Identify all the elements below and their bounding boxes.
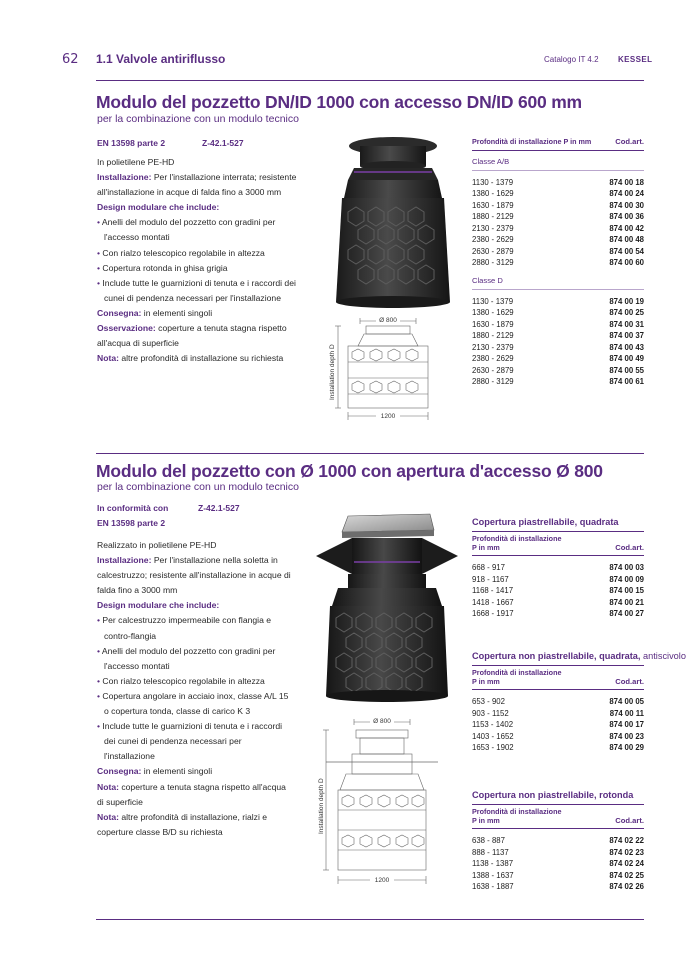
table-row xyxy=(472,742,644,754)
product2-material: Realizzato in polietilene PE-HD xyxy=(97,540,217,550)
article-code: 874 00 25 xyxy=(609,308,644,317)
table-class-label: Classe A/B xyxy=(472,151,644,171)
depth-range: 2380 - 2629 xyxy=(472,354,514,363)
table-row xyxy=(472,246,644,258)
table-row xyxy=(472,188,644,200)
list-item: • Include tutte le guarnizioni di tenuta e i raccordi dei cunei di pendenza necessari per l'installazione xyxy=(97,276,297,306)
depth-range: 918 - 1167 xyxy=(472,574,509,584)
brand-label: KESSEL xyxy=(618,55,653,64)
table-header-code: Cod.art. xyxy=(615,676,644,686)
table-group-rows xyxy=(472,171,644,269)
product1-note-text: altre profondità di installazione su richiesta xyxy=(118,353,284,364)
depth-range: 1418 - 1667 xyxy=(472,597,514,607)
depth-range: 2630 - 2879 xyxy=(472,365,514,375)
product2-conformity: In conformità con xyxy=(97,503,169,513)
product2-delivery-text: in elementi singoli xyxy=(141,766,213,777)
product2-note1-text: coperture a tenuta stagna rispetto all'acqua di superficie xyxy=(97,781,286,807)
table-group-rows xyxy=(472,290,644,388)
product2-description xyxy=(97,538,292,840)
product1-delivery-label: Consegna: xyxy=(97,307,142,318)
depth-range: 888 - 1137 xyxy=(472,847,509,857)
list-item: • Copertura rotonda in ghisa grigia xyxy=(97,261,297,276)
section-title: 1.1 Valvole antiriflusso xyxy=(96,52,226,66)
product2-design-label: Design modulare che include: xyxy=(97,600,220,611)
article-code: 874 00 11 xyxy=(609,708,644,718)
table-heading-text: Copertura non piastrellabile, rotonda xyxy=(472,790,634,800)
article-code: 874 00 42 xyxy=(609,223,644,233)
list-item: • Per calcestruzzo impermeabile con flangia e contro-flangia xyxy=(97,613,292,643)
article-code: 874 02 24 xyxy=(609,859,644,868)
depth-range: 1880 - 2129 xyxy=(472,331,514,340)
table-row xyxy=(472,597,644,609)
table-row xyxy=(472,562,644,574)
product2-note2-label: Nota: xyxy=(97,811,119,822)
table-header-code: Cod.art. xyxy=(615,542,644,552)
table-header-code: Cod.art. xyxy=(615,815,644,825)
product1-standard-z: Z-42.1-527 xyxy=(202,138,244,148)
table-row xyxy=(472,342,644,354)
depth-range: 1168 - 1417 xyxy=(472,586,514,595)
product1-description xyxy=(97,155,297,366)
article-code: 874 00 30 xyxy=(609,200,644,210)
product1-install-label: Installazione: xyxy=(97,172,152,183)
table-row xyxy=(472,847,644,859)
depth-range: 1380 - 1629 xyxy=(472,308,514,317)
table-row xyxy=(472,200,644,212)
product2-technical-drawing xyxy=(316,714,446,894)
depth-range: 1653 - 1902 xyxy=(472,743,514,752)
product1-install-text: Per l'installazione interrata; resistente all'installazione in acque di falda fino a 3000 mm xyxy=(97,172,297,198)
article-code: 874 00 18 xyxy=(609,177,644,187)
divider xyxy=(96,453,644,454)
article-code: 874 00 19 xyxy=(609,296,644,306)
article-code: 874 00 37 xyxy=(609,331,644,340)
product1-shaft-image xyxy=(318,132,468,312)
article-code: 874 00 24 xyxy=(609,189,644,198)
article-code: 874 00 23 xyxy=(609,731,644,741)
product2-table-nontileable-square xyxy=(472,651,686,754)
article-code: 874 00 48 xyxy=(609,235,644,244)
table-row xyxy=(472,257,644,269)
article-code: 874 00 21 xyxy=(609,597,644,607)
article-code: 874 00 36 xyxy=(609,212,644,221)
product2-table-nontileable-round xyxy=(472,790,644,893)
table-heading-text: Copertura piastrellabile, quadrata xyxy=(472,517,619,527)
divider xyxy=(96,919,644,920)
article-code: 874 00 31 xyxy=(609,319,644,329)
table-heading xyxy=(472,790,644,805)
product2-title: Modulo del pozzetto con Ø 1000 con apertura d'accesso Ø 800 xyxy=(96,461,603,481)
table-header xyxy=(472,138,644,151)
table-header-depth: Profondità di installazione P in mm xyxy=(472,668,562,686)
table-row xyxy=(472,708,644,720)
depth-range: 1630 - 1879 xyxy=(472,200,514,210)
table-row xyxy=(472,330,644,342)
table-header xyxy=(472,805,644,829)
article-code: 874 00 54 xyxy=(609,246,644,256)
product2-install-label: Installazione: xyxy=(97,555,152,566)
table-group-rows xyxy=(472,690,644,754)
depth-range: 2380 - 2629 xyxy=(472,235,514,244)
article-code: 874 02 26 xyxy=(609,882,644,891)
product1-obs-text: coperture a tenuta stagna rispetto all'acqua di superficie xyxy=(97,323,287,349)
article-code: 874 02 23 xyxy=(609,847,644,857)
product2-subtitle: per la combinazione con un modulo tecnico xyxy=(97,481,299,493)
product1-design-label: Design modulare che include: xyxy=(97,202,220,213)
table-row xyxy=(472,731,644,743)
list-item: • Con rialzo telescopico regolabile in altezza xyxy=(97,246,297,261)
table-row xyxy=(472,353,644,365)
depth-range: 1403 - 1652 xyxy=(472,731,514,741)
product2-note1-label: Nota: xyxy=(97,781,119,792)
product1-drawing-bottom-dim: 1200 xyxy=(380,413,396,420)
table-heading xyxy=(472,651,686,666)
article-code: 874 02 25 xyxy=(609,870,644,880)
depth-range: 2880 - 3129 xyxy=(472,377,514,386)
table-row xyxy=(472,585,644,597)
depth-range: 2130 - 2379 xyxy=(472,342,514,352)
table-group-rows xyxy=(472,556,644,620)
product2-standard-z: Z-42.1-527 xyxy=(198,503,240,513)
table-row xyxy=(472,835,644,847)
product1-standard-en: EN 13598 parte 2 xyxy=(97,138,166,148)
article-code: 874 00 27 xyxy=(609,609,644,618)
product2-standard-en: EN 13598 parte 2 xyxy=(97,518,166,528)
product1-title: Modulo del pozzetto DN/ID 1000 con accesso DN/ID 600 mm xyxy=(96,92,582,112)
depth-range: 1880 - 2129 xyxy=(472,212,514,221)
depth-range: 2630 - 2879 xyxy=(472,246,514,256)
product2-shaft-image xyxy=(312,508,462,708)
depth-range: 903 - 1152 xyxy=(472,708,509,718)
article-code: 874 00 55 xyxy=(609,365,644,375)
depth-range: 1130 - 1379 xyxy=(472,177,514,187)
article-code: 874 00 03 xyxy=(609,563,644,572)
product1-drawing-top-dim: Ø 800 xyxy=(379,317,397,324)
depth-range: 1138 - 1387 xyxy=(472,859,514,868)
table-heading xyxy=(472,517,644,532)
product2-drawing-side-dim: Installation depth D xyxy=(318,778,325,834)
depth-range: 1668 - 1917 xyxy=(472,609,514,618)
depth-range: 1153 - 1402 xyxy=(472,720,514,729)
product1-obs-label: Osservazione: xyxy=(97,323,156,334)
table-header-code: Cod.art. xyxy=(615,137,644,146)
table-row xyxy=(472,234,644,246)
table-row xyxy=(472,574,644,586)
article-code: 874 00 49 xyxy=(609,354,644,363)
depth-range: 2880 - 3129 xyxy=(472,258,514,267)
catalog-label: Catalogo IT 4.2 xyxy=(544,55,599,64)
table-row xyxy=(472,319,644,331)
product1-drawing-side-dim: Installation depth D xyxy=(329,344,336,400)
depth-range: 653 - 902 xyxy=(472,697,505,706)
article-code: 874 00 60 xyxy=(609,258,644,267)
product1-delivery-text: in elementi singoli xyxy=(141,307,213,318)
table-row xyxy=(472,608,644,620)
table-row xyxy=(472,719,644,731)
table-row xyxy=(472,211,644,223)
depth-range: 668 - 917 xyxy=(472,563,505,572)
table-row xyxy=(472,881,644,893)
depth-range: 638 - 887 xyxy=(472,836,505,845)
product1-material: In polietilene PE-HD xyxy=(97,157,175,167)
table-header xyxy=(472,666,644,690)
table-row xyxy=(472,696,644,708)
article-code: 874 00 09 xyxy=(609,574,644,584)
table-row xyxy=(472,177,644,189)
product1-subtitle: per la combinazione con un modulo tecnico xyxy=(97,113,299,125)
article-code: 874 00 15 xyxy=(609,586,644,595)
depth-range: 1388 - 1637 xyxy=(472,870,514,880)
article-code: 874 00 43 xyxy=(609,342,644,352)
product2-note2-text: altre profondità di installazione, rialzi e coperture classe B/D su richiesta xyxy=(97,811,268,837)
table-header xyxy=(472,532,644,556)
table-row xyxy=(472,296,644,308)
table-header-depth: Profondità di installazione P in mm xyxy=(472,534,562,552)
table-heading-suffix: antiscivolo xyxy=(640,651,686,661)
table-group-rows xyxy=(472,829,644,893)
list-item: • Anelli del modulo del pozzetto con gradini per l'accesso montati xyxy=(97,215,297,245)
table-header-depth: Profondità di installazione P in mm xyxy=(472,807,562,825)
depth-range: 2130 - 2379 xyxy=(472,223,514,233)
table-row xyxy=(472,858,644,870)
page-number: 62 xyxy=(62,52,79,67)
table-row xyxy=(472,307,644,319)
list-item: • Copertura angolare in acciaio inox, classe A/L 15 o copertura tonda, classe di carico K 3 xyxy=(97,689,292,719)
table-header-depth: Profondità di installazione P in mm xyxy=(472,137,592,146)
table-row xyxy=(472,870,644,882)
depth-range: 1380 - 1629 xyxy=(472,189,514,198)
product2-install-text: Per l'installazione nella soletta in calcestruzzo; resistente all'installazione in acque di falda fino a 3000 mm xyxy=(97,555,291,596)
table-row xyxy=(472,376,644,388)
list-item: • Anelli del modulo del pozzetto con gradini per l'accesso montati xyxy=(97,644,292,674)
list-item: • Con rialzo telescopico regolabile in altezza xyxy=(97,674,292,689)
list-item: • Include tutte le guarnizioni di tenuta e i raccordi dei cunei di pendenza necessari per l'installazione xyxy=(97,719,292,764)
table-row xyxy=(472,365,644,377)
product1-technical-drawing xyxy=(326,312,450,426)
article-code: 874 00 05 xyxy=(609,697,644,706)
article-code: 874 02 22 xyxy=(609,836,644,845)
depth-range: 1630 - 1879 xyxy=(472,319,514,329)
depth-range: 1130 - 1379 xyxy=(472,296,514,306)
product2-delivery-label: Consegna: xyxy=(97,766,142,777)
product2-drawing-top-dim: Ø 800 xyxy=(373,718,391,725)
article-code: 874 00 17 xyxy=(609,720,644,729)
table-class-label: Classe D xyxy=(472,269,644,290)
article-code: 874 00 29 xyxy=(609,743,644,752)
depth-range: 1638 - 1887 xyxy=(472,882,514,891)
product1-article-table xyxy=(472,138,644,388)
product2-drawing-bottom-dim: 1200 xyxy=(374,877,390,884)
table-heading-text: Copertura non piastrellabile, quadrata, xyxy=(472,651,641,661)
product1-note-label: Nota: xyxy=(97,353,119,364)
divider xyxy=(96,80,644,81)
product2-table-tileable-square xyxy=(472,517,644,620)
article-code: 874 00 61 xyxy=(609,377,644,386)
table-row xyxy=(472,223,644,235)
